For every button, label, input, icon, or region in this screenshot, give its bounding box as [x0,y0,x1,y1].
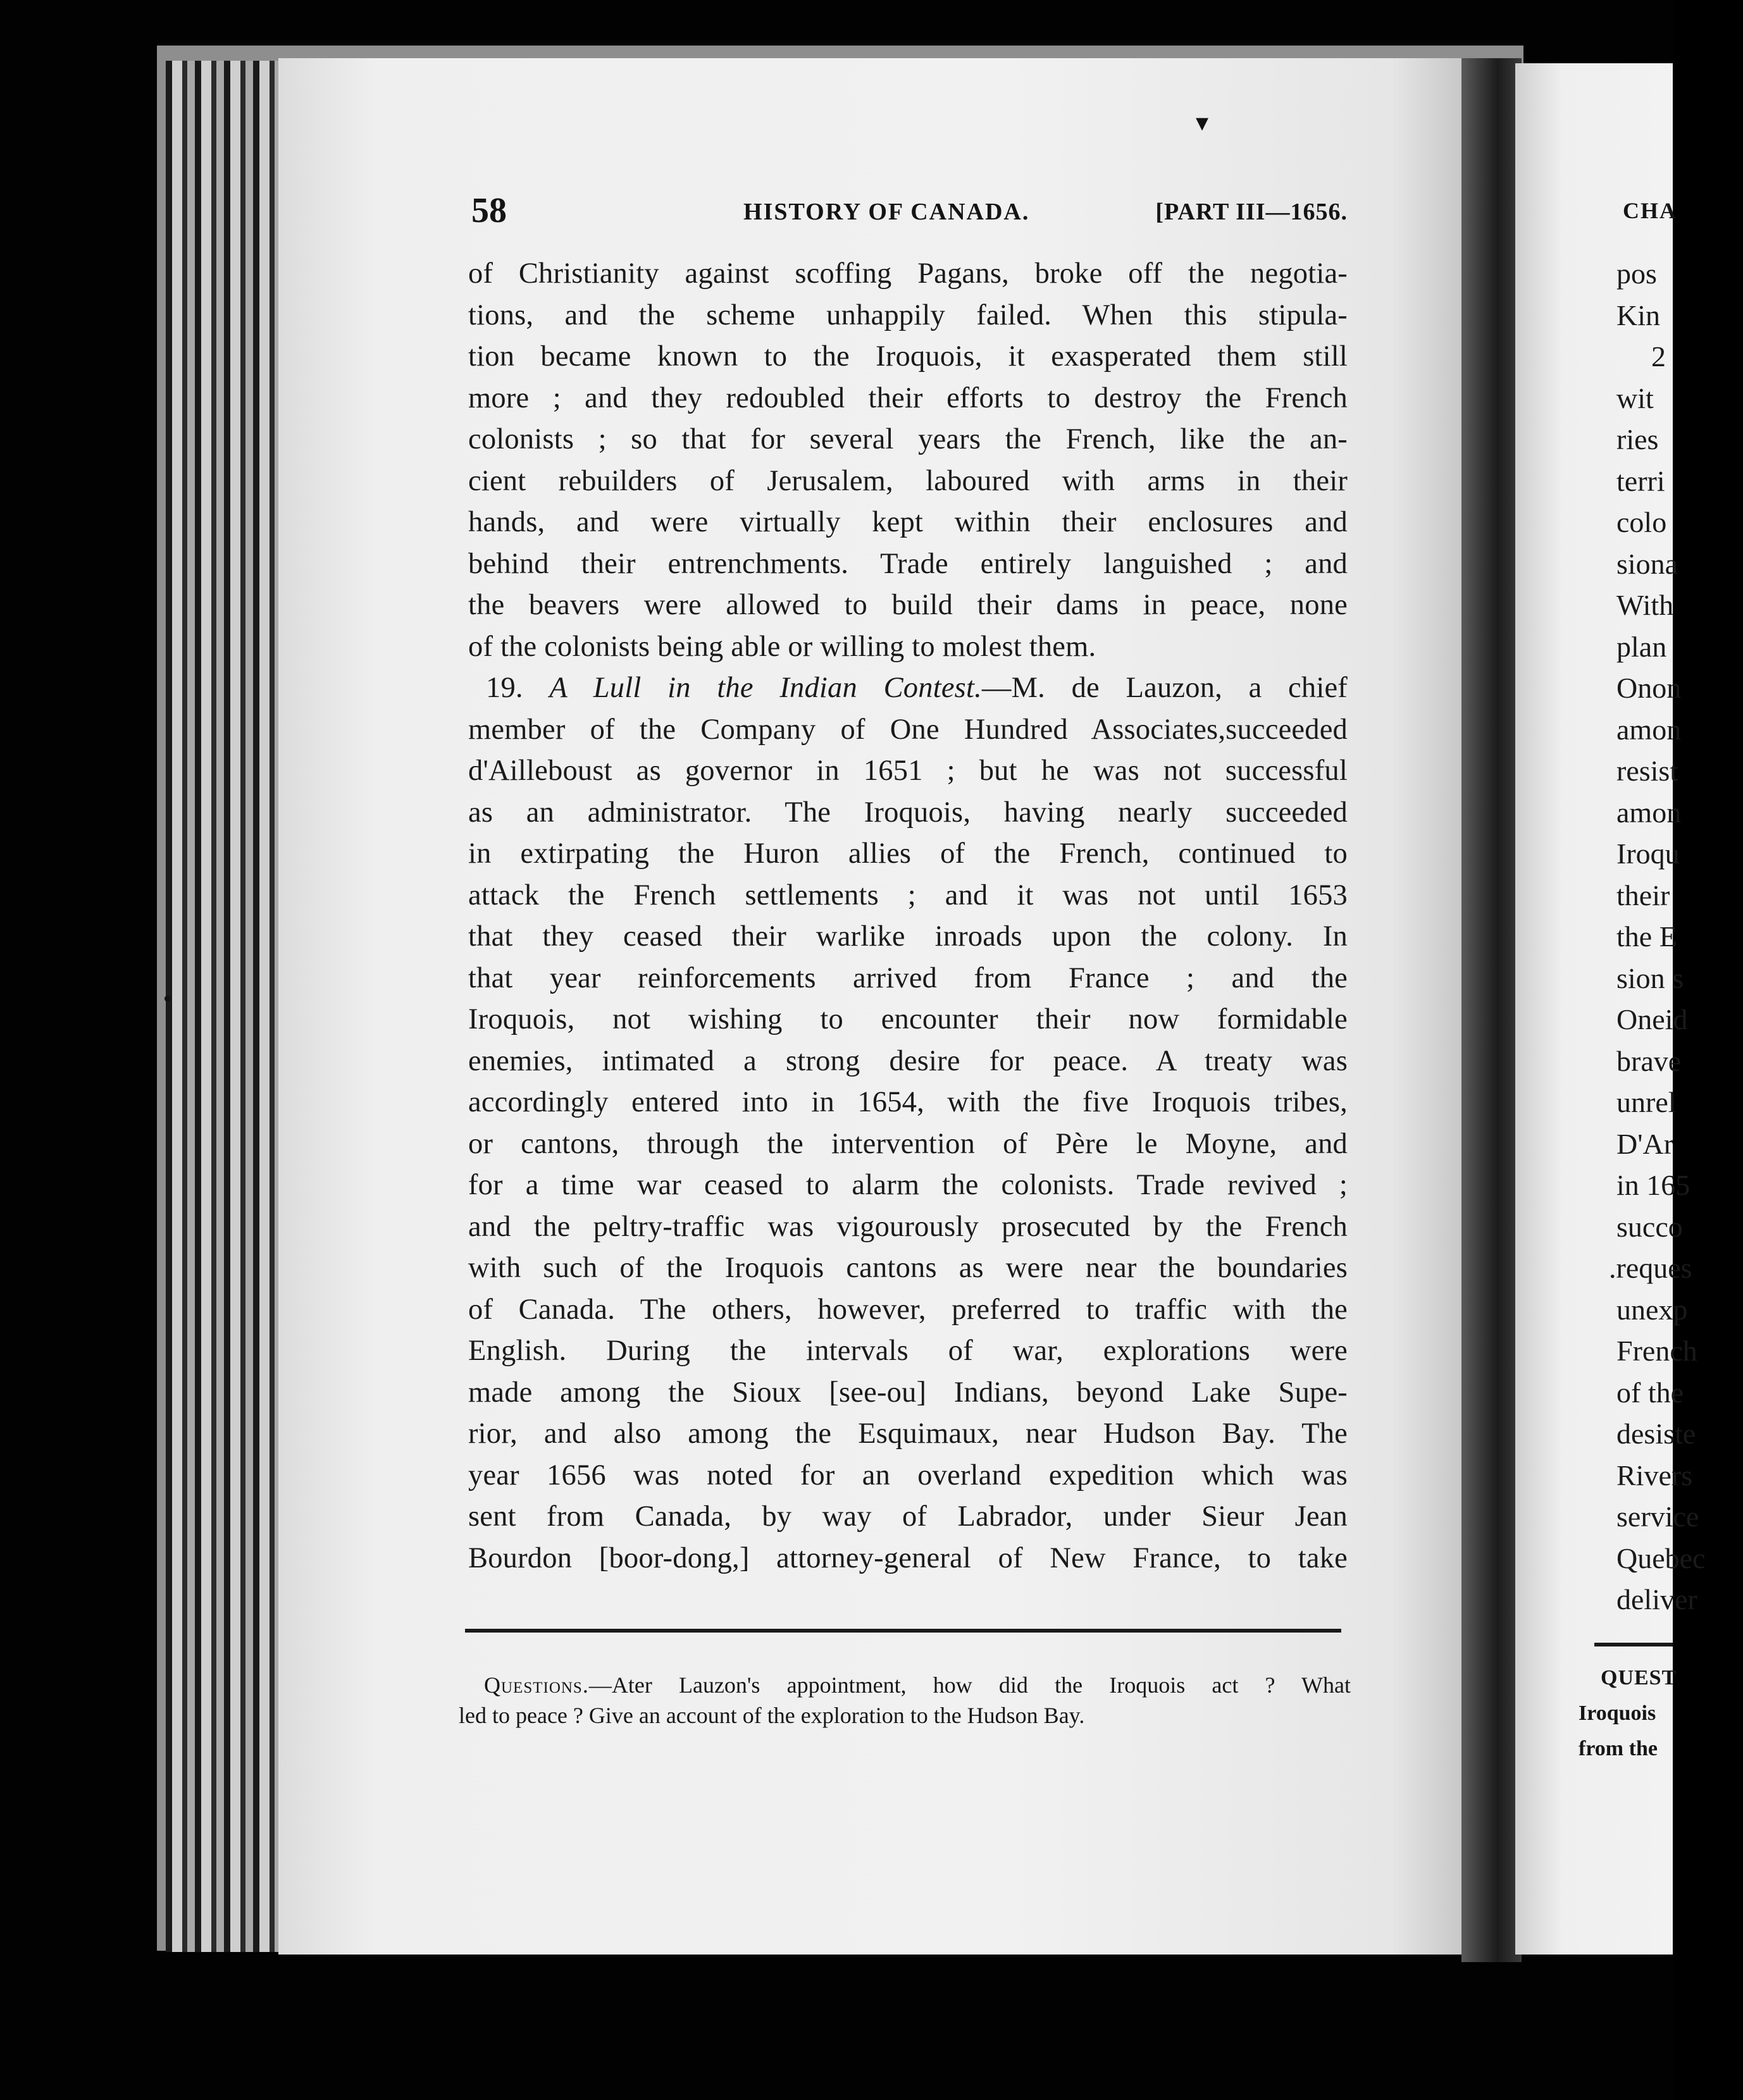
text-line: hands, and were virtually kept within their enclosures and [468,506,1348,538]
text-fragment: QUEST [1601,1666,1677,1689]
questions-line: led to peace ? Give an account of the exploration to the Hudson Bay. [459,1703,1085,1728]
section-lead: —M. de Lauzon, a chief [981,672,1348,704]
right-footnote-rule [1594,1643,1673,1646]
text-line: of the colonists being able or willing to molest them. [468,630,1096,663]
text-fragment: succo [1616,1210,1683,1243]
running-head [471,193,1348,231]
text-fragment: terri [1616,464,1665,497]
text-fragment: service [1616,1500,1699,1533]
body-text [468,253,1348,1579]
text-fragment: of the [1616,1376,1684,1409]
text-fragment: sion s [1616,961,1684,994]
questions-text: —Ater Lauzon's appointment, how did the Iroquois act ? What [588,1672,1351,1698]
text-fragment: resist [1616,755,1678,787]
text-fragment: Kin [1616,299,1660,331]
text-line: member of the Company of One Hundred Associates,succeeded [468,713,1348,746]
text-line: rior, and also among the Esquimaux, near Hudson Bay. The [468,1418,1348,1450]
text-fragment: Onon [1616,672,1682,704]
page-number: 58 [471,191,507,230]
text-fragment: With [1616,589,1674,621]
text-line: tions, and the scheme unhappily failed. When this stipula- [468,299,1348,331]
ink-mark: ▾ [1196,108,1209,137]
text-fragment: D'Ar [1616,1127,1674,1160]
text-line: the beavers were allowed to build their dams in peace, none [468,589,1348,621]
text-fragment: .reques [1609,1252,1692,1284]
text-fragment: unrel [1616,1086,1677,1118]
text-line: that year reinforcements arrived from France ; and the [468,961,1348,994]
text-fragment: amon [1616,713,1682,746]
ink-mark: ● [163,990,172,1006]
text-line: accordingly entered into in 1654, with the five Iroquois tribes, [468,1086,1348,1118]
text-fragment: wit [1616,381,1654,414]
text-fragment: deliver [1616,1583,1697,1615]
section-title: A Lull in the Indian Contest. [549,672,982,704]
text-line: d'Ailleboust as governor in 1651 ; but he was not successful [468,755,1348,787]
footnote-rule [465,1629,1341,1633]
running-part: [PART III—1656. [1155,199,1348,225]
text-line: or cantons, through the intervention of Père le Moyne, and [468,1127,1348,1160]
text-line: of Canada. The others, however, preferred to traffic with the [468,1293,1348,1326]
text-line: behind their entrenchments. Trade entirely languished ; and [468,547,1348,580]
text-line: and the peltry-traffic was vigourously prosecuted by the French [468,1210,1348,1243]
text-line: colonists ; so that for several years the French, like the an- [468,423,1348,455]
text-line: year 1656 was noted for an overland expedition which was [468,1459,1348,1492]
text-line: as an administrator. The Iroquois, having nearly succeeded [468,796,1348,829]
text-fragment: colo [1616,506,1667,538]
text-fragment: in 165 [1616,1169,1690,1201]
text-fragment: from the [1579,1737,1658,1760]
text-line: attack the French settlements ; and it was not until 1653 [468,879,1348,911]
right-running-head: CHA [1623,198,1677,223]
section-heading-line [468,667,1348,709]
text-fragment: their [1616,879,1670,911]
text-line: Iroquois, not wishing to encounter their now formidable [468,1003,1348,1035]
text-fragment: 2 [1651,340,1666,373]
text-line: that they ceased their warlike inroads upon the colony. In [468,920,1348,953]
text-fragment: ries [1616,423,1659,455]
text-fragment: desiste [1616,1418,1696,1450]
text-line: Bourdon [boor-dong,] attorney-general of New France, to take [468,1541,1348,1574]
section-number: 19. [486,672,523,704]
text-line: in extirpating the Huron allies of the French, continued to [468,837,1348,870]
running-title: HISTORY OF CANADA. [743,199,1030,225]
text-line: made among the Sioux [see-ou] Indians, beyond Lake Supe- [468,1376,1348,1409]
text-line: for a time war ceased to alarm the colonists. Trade revived ; [468,1169,1348,1201]
text-fragment: French [1616,1335,1697,1367]
text-line: tion became known to the Iroquois, it exasperated them still [468,340,1348,373]
questions-label: Questions. [484,1672,589,1698]
text-fragment: Rivers [1616,1459,1693,1492]
text-fragment: Quebec [1616,1541,1706,1574]
text-line: of Christianity against scoffing Pagans, broke off the negotia- [468,257,1348,290]
text-fragment: plan [1616,630,1667,663]
page-stack-edge [166,61,292,1952]
text-fragment: pos [1616,257,1657,290]
text-line: enemies, intimated a strong desire for peace. A treaty was [468,1044,1348,1077]
text-fragment: the E [1616,920,1677,953]
text-line: with such of the Iroquois cantons as were near the boundaries [468,1252,1348,1284]
questions-footnote [459,1670,1351,1731]
text-line: English. During the intervals of war, explorations were [468,1335,1348,1367]
text-line: more ; and they redoubled their efforts to destroy the French [468,381,1348,414]
text-line: cient rebuilders of Jerusalem, laboured with arms in their [468,464,1348,497]
text-fragment: brave [1616,1044,1682,1077]
text-fragment: amon [1616,796,1682,829]
text-fragment: Iroqu [1616,837,1680,870]
text-fragment: Oneid [1616,1003,1688,1035]
text-fragment: siona [1616,547,1678,580]
text-fragment: unexp [1616,1293,1688,1326]
text-line: sent from Canada, by way of Labrador, under Sieur Jean [468,1500,1348,1533]
questions-line [459,1670,1351,1700]
right-questions [1579,1660,1677,1767]
text-fragment: Iroquois [1579,1702,1656,1725]
book-gutter [1461,58,1522,1962]
right-page-text [1609,253,1743,1621]
